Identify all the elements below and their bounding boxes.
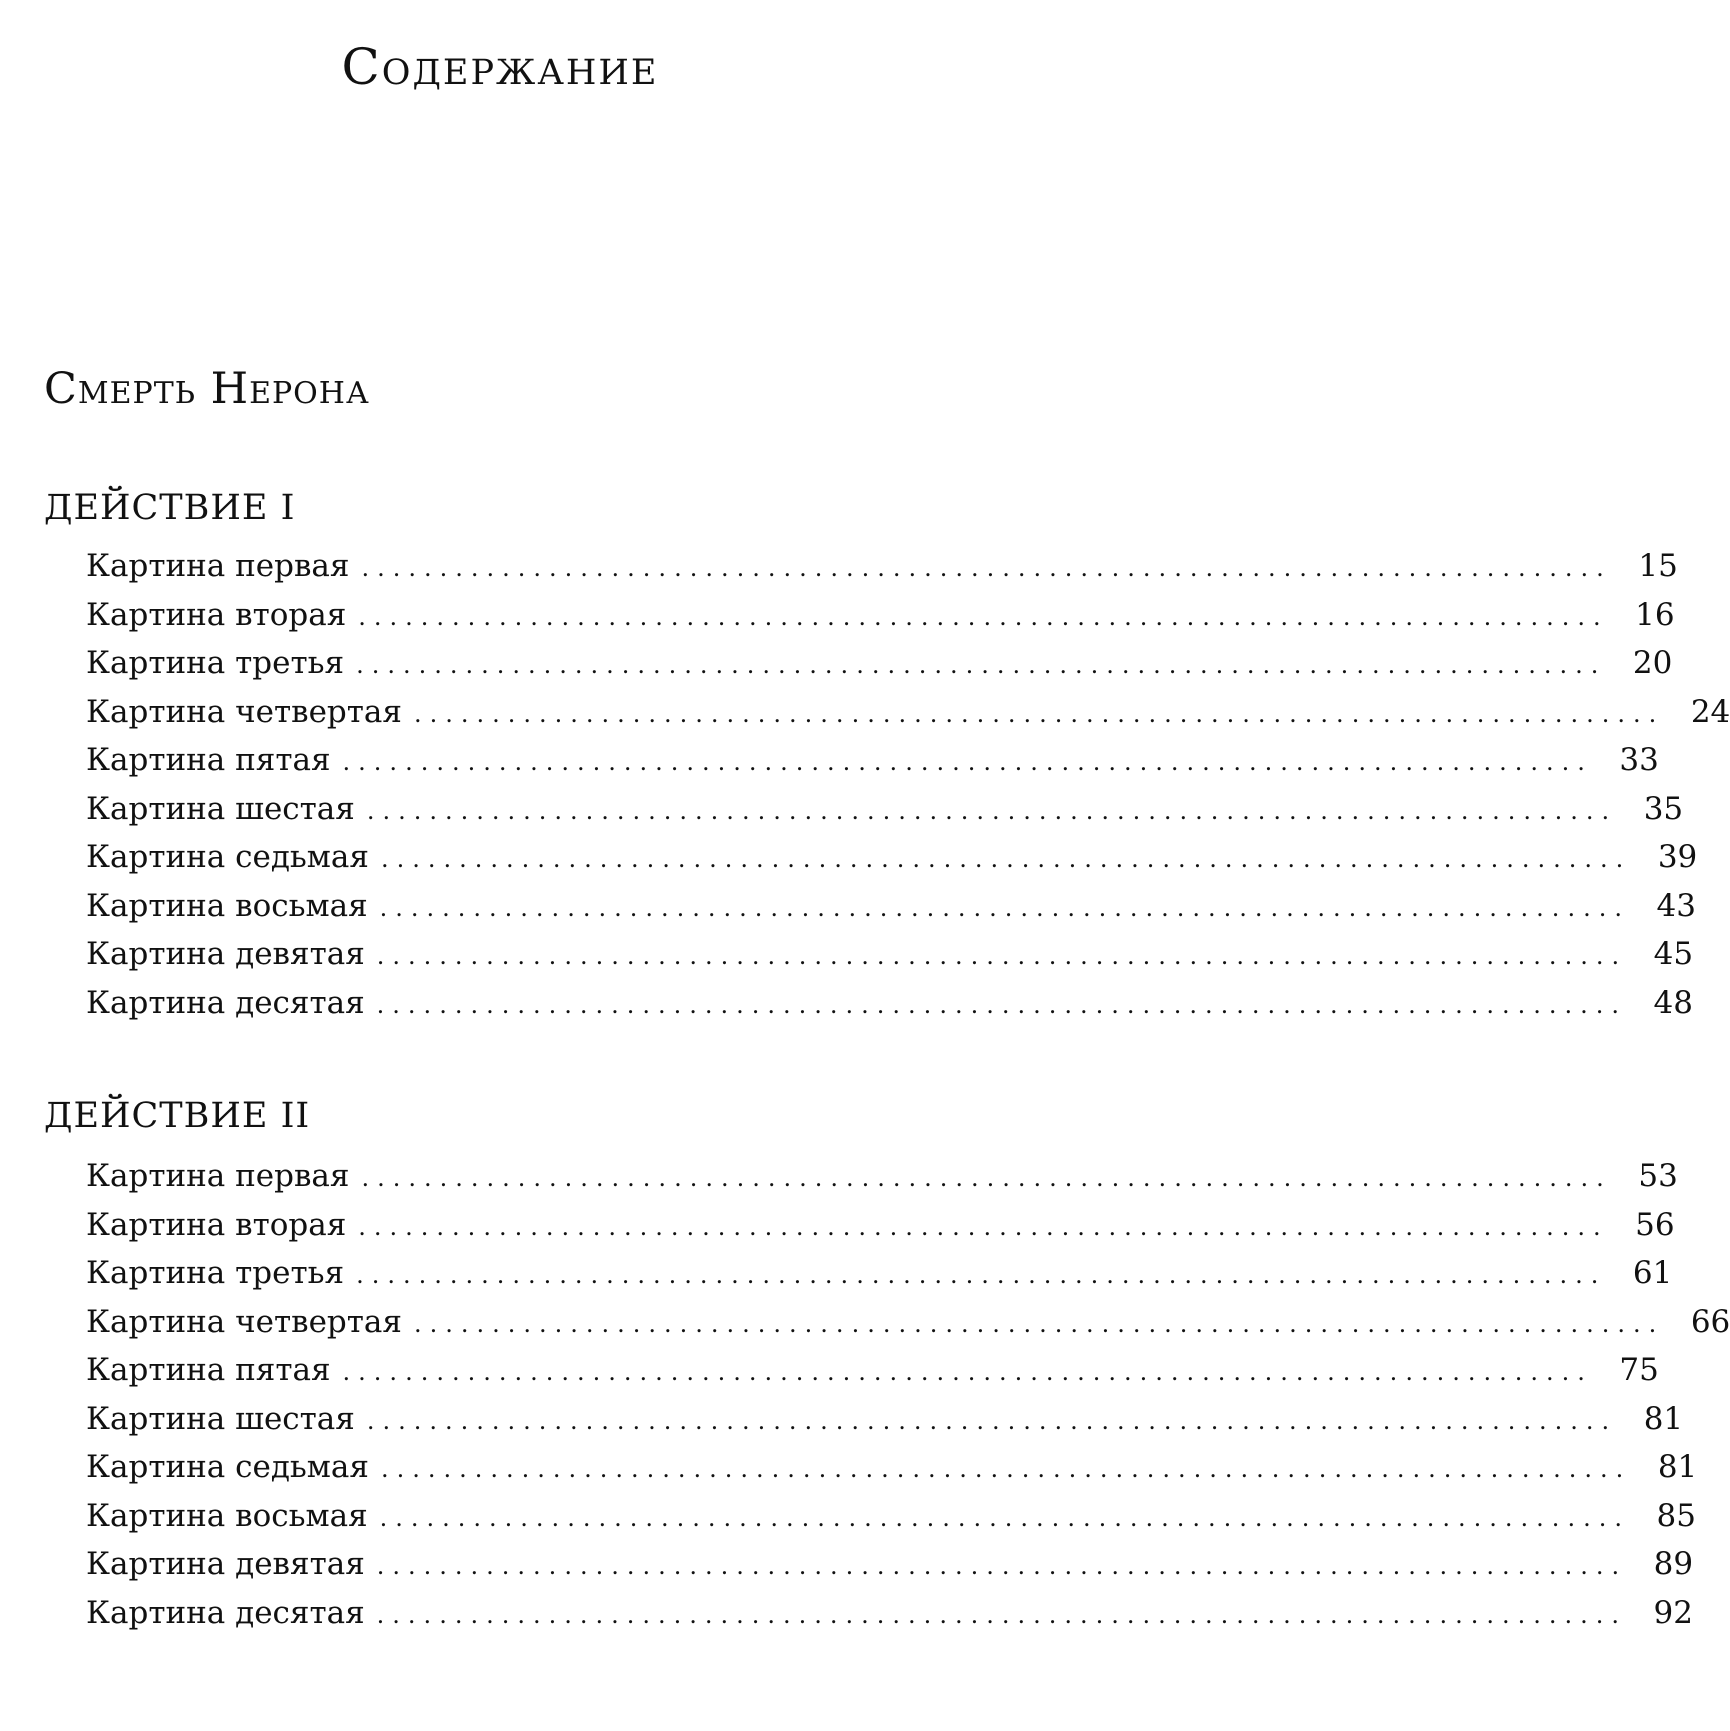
entry-title: Картина первая [86,1158,350,1194]
page-number: 61 [1632,1255,1673,1291]
dot-leader: ................................................................................ [379,1503,1630,1532]
page-number: 89 [1653,1546,1694,1582]
dot-leader: ................................................................................ [376,990,1627,1019]
entry-title: Картина четвертая [86,693,402,730]
toc-list-act-1 [86,548,1730,1033]
act-heading-2: ДЕЙСТВИЕ II [44,1096,311,1136]
page-number: 85 [1656,1497,1696,1534]
toc-entry [86,839,1698,888]
entry-title: Картина пятая [86,1352,331,1388]
entry-title: Картина восьмая [86,887,368,924]
entry-title: Картина седьмая [86,839,369,875]
entry-title: Картина четвертая [86,1303,402,1340]
page-number: 81 [1643,1400,1684,1437]
dot-leader: ................................................................................ [413,1309,1665,1338]
dot-leader: ................................................................................ [358,602,1609,631]
toc-entry [86,936,1694,985]
dot-leader: ................................................................................ [358,1212,1609,1241]
entry-title: Картина шестая [86,1400,355,1437]
entry-title: Картина девятая [86,936,365,972]
toc-entry [86,596,1675,646]
page-number: 56 [1635,1206,1675,1243]
entry-title: Картина шестая [86,790,355,827]
page-number: 66 [1690,1303,1730,1340]
page-number: 48 [1653,984,1693,1021]
page-number: 92 [1653,1594,1693,1631]
toc-entry [86,887,1696,937]
page-number: 33 [1619,742,1659,778]
dot-leader: ................................................................................ [379,893,1630,922]
entry-title: Картина десятая [86,984,365,1021]
toc-entry [86,1158,1678,1207]
page-number: 75 [1619,1352,1659,1388]
toc-entry [86,1206,1675,1256]
dot-leader: ................................................................................ [361,554,1612,582]
toc-entry [86,1546,1694,1595]
toc-entry [86,1255,1673,1304]
dot-leader: ................................................................................ [342,1358,1593,1386]
entry-title: Картина девятая [86,1546,365,1582]
entry-title: Картина третья [86,1255,345,1291]
dot-leader: ................................................................................ [376,1600,1627,1629]
toc-entry [86,645,1673,694]
page-number: 45 [1653,936,1694,972]
toc-entry [86,1400,1684,1450]
dot-leader: ................................................................................ [356,651,1607,679]
entry-title: Картина десятая [86,1594,365,1631]
toc-entry [86,693,1730,743]
toc-entry [86,790,1684,840]
page-number: 81 [1657,1449,1698,1485]
dot-leader: ................................................................................ [376,1552,1628,1580]
dot-leader: ................................................................................ [376,942,1628,970]
page-number: 20 [1632,645,1673,681]
toc-entry [86,548,1678,597]
toc-entry [86,1303,1730,1353]
toc-entry [86,1594,1693,1644]
entry-title: Картина вторая [86,596,347,633]
page-number: 24 [1690,693,1730,730]
page-number: 15 [1638,548,1678,584]
entry-title: Картина восьмая [86,1497,368,1534]
page-number: 16 [1635,596,1675,633]
entry-title: Картина седьмая [86,1449,369,1485]
toc-entry [86,1352,1659,1401]
page-number: 35 [1643,790,1684,827]
dot-leader: ................................................................................ [413,699,1665,728]
toc-entry [86,1449,1698,1498]
dot-leader: ................................................................................ [380,1455,1632,1483]
toc-entry [86,1497,1696,1547]
entry-title: Картина третья [86,645,345,681]
page-number: 43 [1656,887,1696,924]
play-title: Смерть Нерона [44,364,370,414]
dot-leader: ................................................................................ [342,748,1593,776]
toc-entry [86,742,1659,791]
entry-title: Картина пятая [86,742,331,778]
page-number: 39 [1657,839,1698,875]
dot-leader: ................................................................................ [366,796,1618,825]
act-heading-1: ДЕЙСТВИЕ I [44,488,296,528]
dot-leader: ................................................................................ [356,1261,1607,1289]
page-number: 53 [1638,1158,1678,1194]
dot-leader: ................................................................................ [366,1406,1618,1435]
page-title: Содержание [341,38,659,96]
dot-leader: ................................................................................ [380,845,1632,873]
toc-entry [86,984,1693,1034]
entry-title: Картина вторая [86,1206,347,1243]
entry-title: Картина первая [86,548,350,584]
toc-list-act-2 [86,1158,1730,1643]
dot-leader: ................................................................................ [361,1164,1612,1192]
